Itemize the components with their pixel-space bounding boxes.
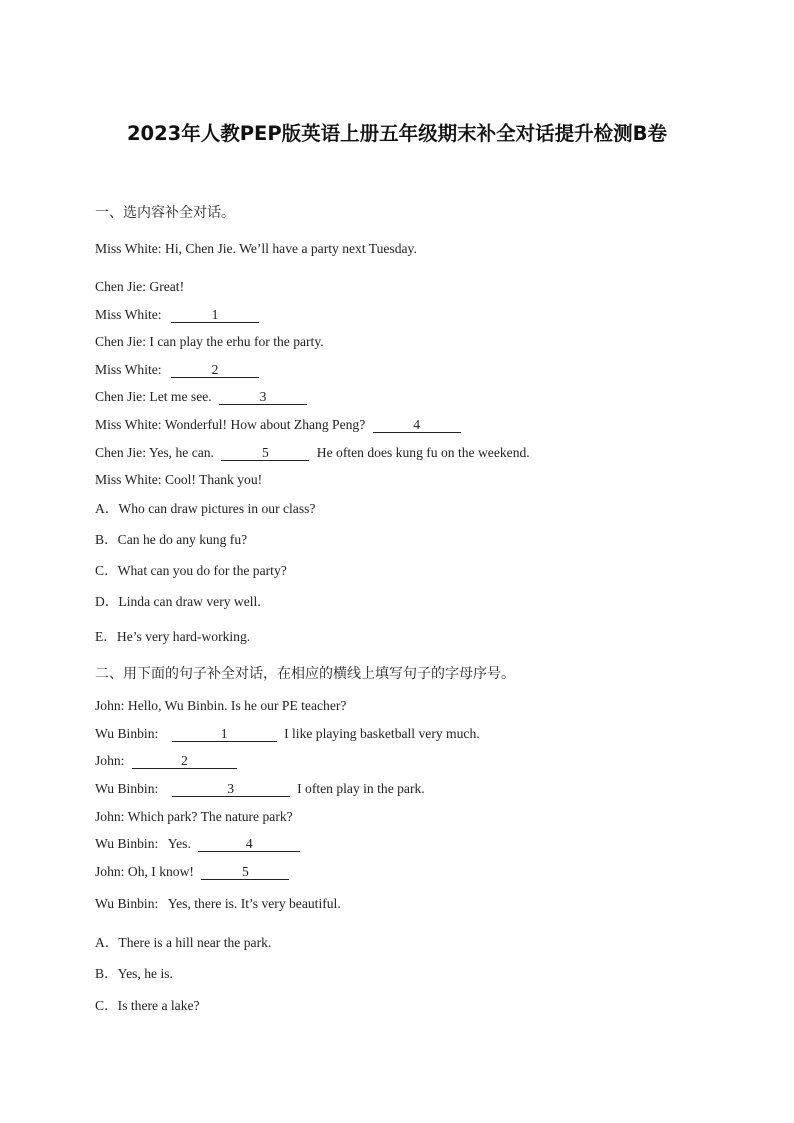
dialogue-line [95, 835, 300, 853]
line-text: Wonderful! How about Zhang Peng? [164, 417, 366, 432]
option-letter: A． [95, 935, 119, 950]
speaker: Chen Jie: [95, 389, 146, 404]
dialogue-line [95, 278, 184, 296]
option-text: Linda can draw very well. [118, 594, 261, 609]
speaker: Miss White: [95, 362, 162, 377]
answer-blank[interactable]: 4 [198, 837, 300, 852]
dialogue-line [95, 240, 417, 258]
line-text: Yes, he can. [148, 445, 214, 460]
line-text-after: I like playing basketball very much. [284, 726, 480, 741]
line-text: I can play the erhu for the party. [149, 334, 324, 349]
option-letter: B． [95, 532, 118, 547]
dialogue-line [95, 306, 259, 324]
line-text: Yes. [167, 836, 191, 851]
answer-blank[interactable]: 2 [171, 363, 259, 378]
speaker: Miss White: [95, 241, 162, 256]
line-text: Hello, Wu Binbin. Is he our PE teacher? [127, 698, 347, 713]
speaker: Wu Binbin: [95, 726, 159, 741]
option-item [95, 593, 261, 611]
answer-blank[interactable]: 3 [172, 782, 290, 797]
dialogue-line [95, 361, 259, 379]
dialogue-line [95, 863, 289, 881]
dialogue-line [95, 333, 324, 351]
option-text: Can he do any kung fu? [117, 532, 248, 547]
line-text: Cool! Thank you! [165, 472, 263, 487]
dialogue-line [95, 388, 307, 406]
option-text: There is a hill near the park. [118, 935, 272, 950]
answer-blank[interactable]: 1 [172, 727, 277, 742]
speaker: Miss White: [95, 472, 162, 487]
option-text: Yes, he is. [117, 966, 173, 981]
dialogue-line [95, 780, 425, 798]
option-item [95, 531, 247, 549]
answer-blank[interactable]: 5 [221, 446, 309, 461]
dialogue-line [95, 471, 262, 489]
speaker: Wu Binbin: [95, 836, 159, 851]
option-text: Is there a lake? [117, 998, 200, 1013]
dialogue-line [95, 697, 346, 715]
answer-blank[interactable]: 2 [132, 754, 237, 769]
line-text: Oh, I know! [127, 864, 194, 879]
line-text: Which park? The nature park? [127, 809, 293, 824]
dialogue-line [95, 444, 530, 462]
option-text: What can you do for the party? [117, 563, 287, 578]
line-text: Yes, there is. It’s very beautiful. [167, 896, 341, 911]
speaker: Chen Jie: [95, 334, 146, 349]
section1-heading: 一、选内容补全对话。 [95, 205, 235, 221]
section2-heading: 二、用下面的句子补全对话，在相应的横线上填写句子的字母序号。 [95, 666, 515, 682]
dialogue-line [95, 416, 461, 434]
speaker: Wu Binbin: [95, 781, 159, 796]
answer-blank[interactable]: 3 [219, 390, 307, 405]
option-item [95, 934, 271, 952]
option-item [95, 965, 173, 983]
line-text: Hi, Chen Jie. We’ll have a party next Tuesday. [165, 241, 417, 256]
option-letter: E． [95, 629, 117, 644]
line-text: Let me see. [149, 389, 212, 404]
option-item [95, 997, 200, 1015]
speaker: John: [95, 753, 125, 768]
line-text-after: He often does kung fu on the weekend. [316, 445, 530, 460]
line-text: Great! [149, 279, 185, 294]
speaker: Chen Jie: [95, 279, 146, 294]
option-letter: D． [95, 594, 119, 609]
speaker: John: [95, 864, 125, 879]
option-letter: B． [95, 966, 118, 981]
option-item [95, 562, 287, 580]
speaker: Miss White: [95, 307, 162, 322]
speaker: Chen Jie: [95, 445, 146, 460]
speaker: Miss White: [95, 417, 162, 432]
document-title: 2023年人教PEP版英语上册五年级期末补全对话提升检测B卷 [126, 122, 668, 145]
speaker: Wu Binbin: [95, 896, 159, 911]
line-text-after: I often play in the park. [297, 781, 425, 796]
option-letter: A． [95, 501, 119, 516]
dialogue-line [95, 808, 293, 826]
dialogue-line [95, 895, 341, 913]
option-text: Who can draw pictures in our class? [118, 501, 316, 516]
dialogue-line [95, 725, 480, 743]
dialogue-line [95, 752, 237, 770]
option-letter: C． [95, 563, 118, 578]
option-text: He’s very hard-working. [116, 629, 251, 644]
option-item [95, 500, 315, 518]
answer-blank[interactable]: 4 [373, 418, 461, 433]
speaker: John: [95, 809, 125, 824]
option-letter: C． [95, 998, 118, 1013]
speaker: John: [95, 698, 125, 713]
answer-blank[interactable]: 5 [201, 865, 289, 880]
answer-blank[interactable]: 1 [171, 308, 259, 323]
option-item [95, 628, 250, 646]
